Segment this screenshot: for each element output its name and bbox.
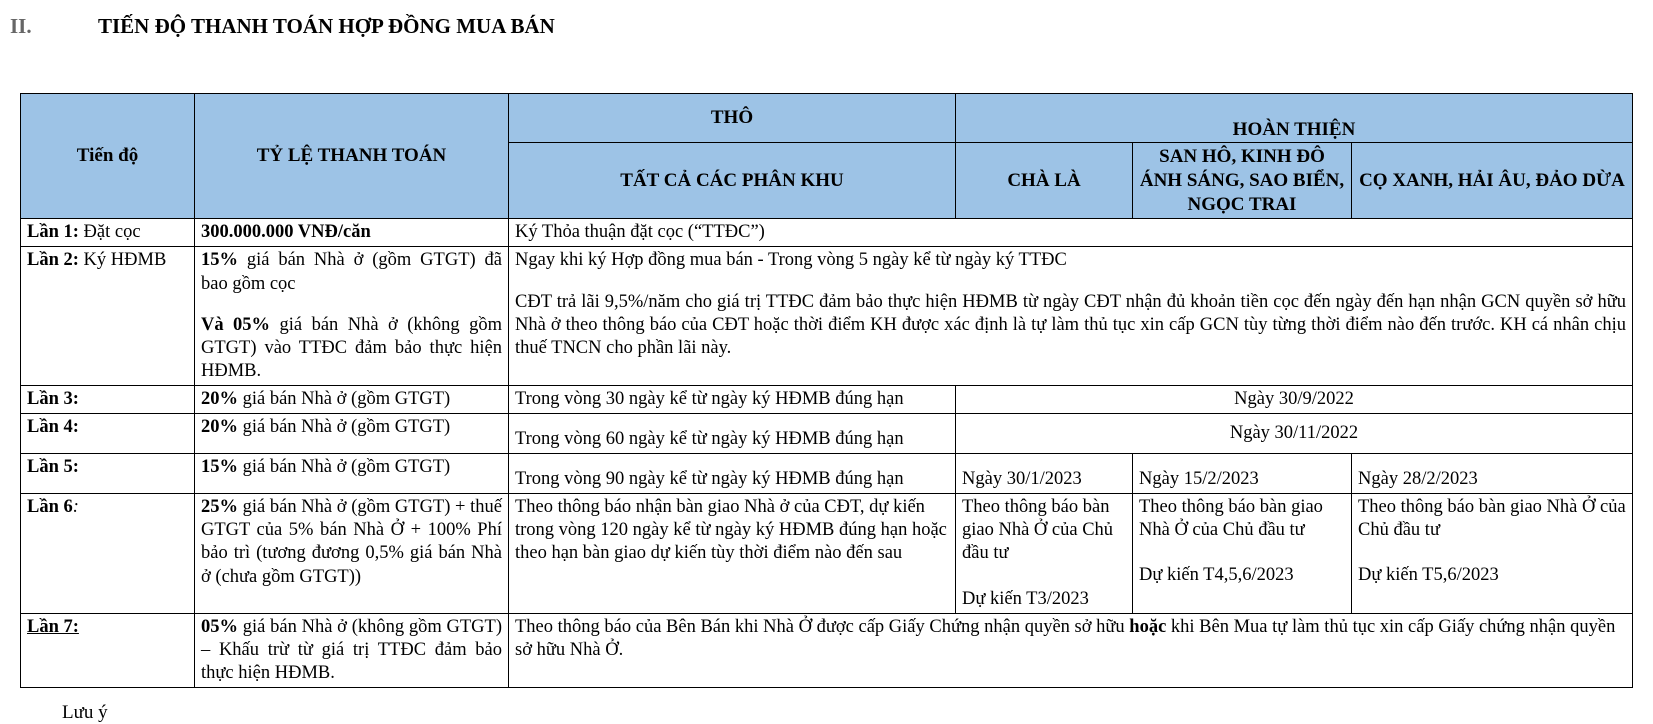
section-heading [10, 14, 555, 39]
header-hoan-thien: HOÀN THIỆN [956, 94, 1633, 143]
header-san-ho: SAN HÔ, KINH ĐÔ ÁNH SÁNG, SAO BIỂN, NGỌC TRAI [1133, 143, 1352, 219]
row-payment-rate: 25% giá bán Nhà ở (gồm GTGT) + thuế GTGT của 5% bán Nhà Ở + 100% Phí bảo trì (tương đương 0,5% giá bán Nhà ở (chưa gồm GTGT)) [195, 494, 509, 614]
row-schedule: Trong vòng 30 ngày kể từ ngày ký HĐMB đúng hạn [509, 386, 956, 414]
payment-schedule-table [20, 93, 1633, 688]
section-title: TIẾN ĐỘ THANH TOÁN HỢP ĐỒNG MUA BÁN [98, 14, 555, 38]
row-label: Lần 1: Đặt cọc [21, 219, 195, 247]
row-cha-la-handover: Theo thông báo bàn giao Nhà Ở của Chủ đầu tư Dự kiến T3/2023 [956, 494, 1133, 614]
row-label: Lần 2: Ký HĐMB [21, 247, 195, 386]
header-row-1 [21, 94, 1633, 143]
row-label: Lần 3: [21, 386, 195, 414]
row-schedule: Trong vòng 60 ngày kể từ ngày ký HĐMB đúng hạn [509, 414, 956, 454]
table-row [21, 219, 1633, 247]
row-cha-la-date: Ngày 30/1/2023 [956, 454, 1133, 494]
row-payment-rate: 20% giá bán Nhà ở (gồm GTGT) [195, 414, 509, 454]
row-payment-rate: 300.000.000 VNĐ/căn [195, 219, 509, 247]
row-payment-rate: 05% giá bán Nhà ở (không gồm GTGT) – Khấu trừ từ giá trị TTĐC đảm bảo thực hiện HĐMB. [195, 613, 509, 687]
header-tien-do: Tiến độ [21, 94, 195, 219]
header-co-xanh: CỌ XANH, HẢI ÂU, ĐẢO DỪA [1352, 143, 1633, 219]
header-ty-le: TỶ LỆ THANH TOÁN [195, 94, 509, 219]
row-san-ho-handover: Theo thông báo bàn giao Nhà Ở của Chủ đầu tư Dự kiến T4,5,6/2023 [1133, 494, 1352, 614]
footer-note: Lưu ý [62, 702, 108, 723]
row-schedule: Ký Thỏa thuận đặt cọc (“TTĐC”) [509, 219, 1633, 247]
row-label: Lần 6: [21, 494, 195, 614]
table-row [21, 414, 1633, 454]
section-number: II. [10, 14, 32, 38]
row-payment-rate: 15% giá bán Nhà ở (gồm GTGT) đã bao gồm cọc Và 05% giá bán Nhà ở (không gồm GTGT) vào TTĐC đảm bảo thực hiện HĐMB. [195, 247, 509, 386]
row-label: Lần 7: [21, 613, 195, 687]
header-tat-ca: TẤT CẢ CÁC PHÂN KHU [509, 143, 956, 219]
row-payment-rate: 15% giá bán Nhà ở (gồm GTGT) [195, 454, 509, 494]
row-schedule: Theo thông báo của Bên Bán khi Nhà Ở được cấp Giấy Chứng nhận quyền sở hữu hoặc khi Bên Mua tự làm thủ tục xin cấp Giấy chứng nhận quyền sở hữu Nhà Ở. [509, 613, 1633, 687]
row-schedule: Theo thông báo nhận bàn giao Nhà ở của CĐT, dự kiến trong vòng 120 ngày kể từ ngày ký HĐMB đúng hạn hoặc theo hạn bàn giao dự kiến tùy thời điểm nào đến sau [509, 494, 956, 614]
header-cha-la: CHÀ LÀ [956, 143, 1133, 219]
row-co-xanh-date: Ngày 28/2/2023 [1352, 454, 1633, 494]
row-co-xanh-handover: Theo thông báo bàn giao Nhà Ở của Chủ đầu tư Dự kiến T5,6/2023 [1352, 494, 1633, 614]
row-schedule: Trong vòng 90 ngày kể từ ngày ký HĐMB đúng hạn [509, 454, 956, 494]
table-row [21, 494, 1633, 614]
table-row [21, 386, 1633, 414]
row-label: Lần 5: [21, 454, 195, 494]
row-finished-date: Ngày 30/9/2022 [956, 386, 1633, 414]
row-san-ho-date: Ngày 15/2/2023 [1133, 454, 1352, 494]
row-finished-date: Ngày 30/11/2022 [956, 414, 1633, 454]
table-row [21, 613, 1633, 687]
table-row [21, 454, 1633, 494]
table-row [21, 247, 1633, 386]
row-label: Lần 4: [21, 414, 195, 454]
row-payment-rate: 20% giá bán Nhà ở (gồm GTGT) [195, 386, 509, 414]
header-tho: THÔ [509, 94, 956, 143]
row-schedule: Ngay khi ký Hợp đồng mua bán - Trong vòng 5 ngày kể từ ngày ký TTĐC CĐT trả lãi 9,5%/năm cho giá trị TTĐC đảm bảo thực hiện HĐMB từ ngày CĐT nhận đủ khoản tiền cọc đến ngày đến hạn nhận GCN quyền sở hữu Nhà ở theo thông báo của CĐT hoặc thời điểm KH được xác định là tự làm thủ tục xin cấp GCN tùy từng thời điểm nào đến trước. KH cá nhân chịu thuế TNCN cho phần lãi này. [509, 247, 1633, 386]
